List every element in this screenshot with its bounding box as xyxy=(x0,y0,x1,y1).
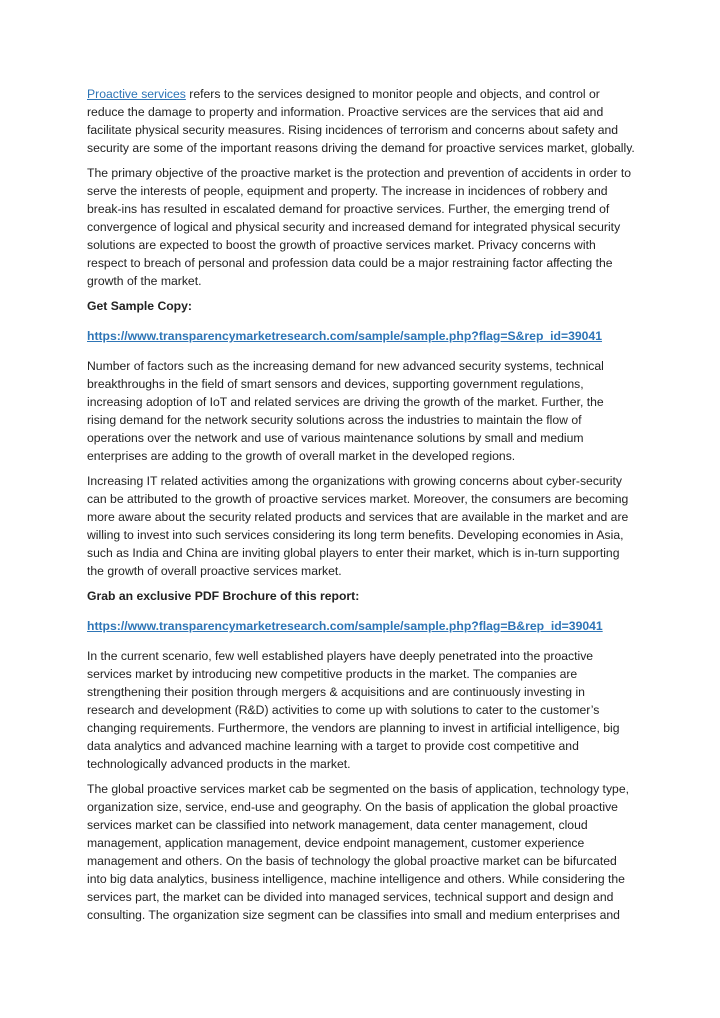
paragraph-it-activities: Increasing IT related activities among the organizations with growing concerns about cyber-security can be attributed to the growth of proactive services market. Moreover, the consumers are becoming more aware about the security related products and services that are available in the market and are willing to invest into such services considering its long term benefits. Developing economies in Asia, such as India and China are inviting global players to enter their market, which is in-turn supporting the growth of overall proactive services market. xyxy=(87,474,629,578)
brochure-url[interactable] xyxy=(87,617,635,635)
brochure-link[interactable]: https://www.transparencymarketresearch.com/sample/sample.php?flag=B&rep_id=39041 xyxy=(87,619,603,633)
paragraph-intro xyxy=(87,85,635,157)
document-page xyxy=(87,85,635,931)
paragraph-scenario: In the current scenario, few well established players have deeply penetrated into the proactive services market by introducing new competitive products in the market. The companies are strengthening their position through mergers & acquisitions and are continuously investing in research and development (R&D) activities to come up with solutions to cater to the customer’s changing requirements. Furthermore, the vendors are planning to invest in artificial intelligence, big data analytics and advanced machine learning with a target to provide cost competitive and technologically advanced products in the market. xyxy=(87,649,620,771)
proactive-services-link[interactable]: Proactive services xyxy=(87,87,186,101)
sample-copy-url[interactable] xyxy=(87,327,635,345)
paragraph-intro-text: refers to the services designed to monitor people and objects, and control or reduce the damage to property and information. Proactive services are the services that aid and facilitate physical security measures. Rising incidences of terrorism and concerns about safety and security are some of the important reasons driving the demand for proactive services market, globally. xyxy=(87,87,635,155)
brochure-heading: Grab an exclusive PDF Brochure of this report: xyxy=(87,589,360,603)
paragraph-objective: The primary objective of the proactive market is the protection and prevention of accidents in order to serve the interests of people, equipment and property. The increase in incidences of robbery and break-ins has resulted in escalated demand for proactive services. Further, the emerging trend of convergence of logical and physical security and increased demand for integrated physical security solutions are expected to boost the growth of proactive services market. Privacy concerns with respect to breach of personal and profession data could be a major restraining factor affecting the growth of the market. xyxy=(87,166,631,288)
paragraph-segmentation: The global proactive services market cab be segmented on the basis of application, technology type, organization size, service, end-use and geography. On the basis of application the global proactive services market can be classified into network management, data center management, cloud management, application management, device endpoint management, customer experience management and others. On the basis of technology the global proactive market can be bifurcated into big data analytics, business intelligence, machine intelligence and others. While considering the services part, the market can be divided into managed services, technical support and design and consulting. The organization size segment can be classifies into small and medium enterprises and xyxy=(87,782,629,922)
paragraph-factors: Number of factors such as the increasing demand for new advanced security systems, technical breakthroughs in the field of smart sensors and devices, supporting government regulations, increasing adoption of IoT and related services are driving the growth of the market. Further, the rising demand for the network security solutions across the industries to maintain the flow of operations over the network and use of various maintenance solutions by small and medium enterprises are adding to the growth of overall market in the developed regions. xyxy=(87,359,604,463)
sample-copy-link[interactable]: https://www.transparencymarketresearch.com/sample/sample.php?flag=S&rep_id=39041 xyxy=(87,329,603,343)
sample-copy-heading: Get Sample Copy: xyxy=(87,299,192,313)
